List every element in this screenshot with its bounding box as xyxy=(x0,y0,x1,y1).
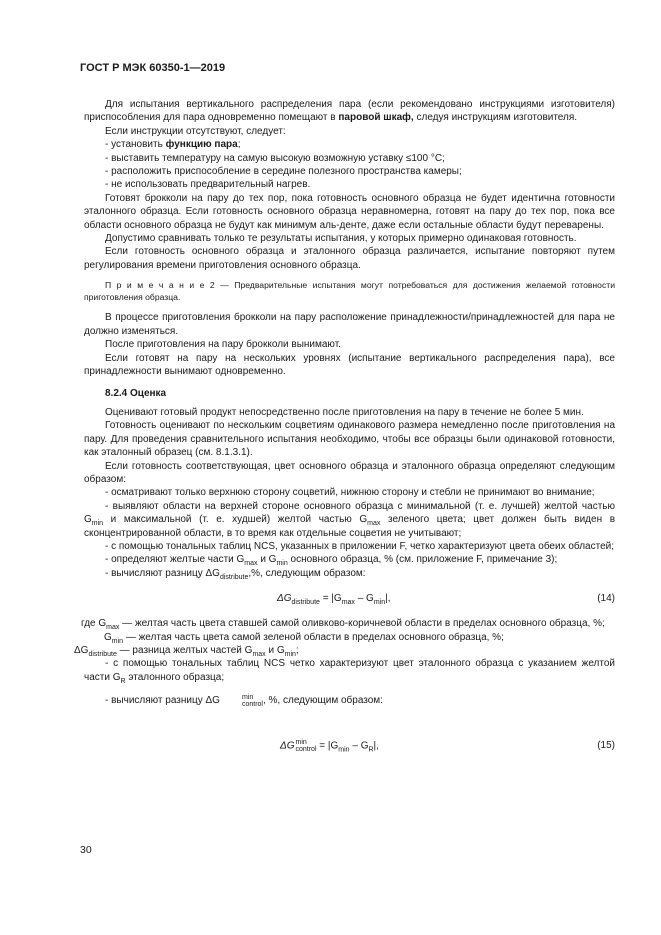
paragraph: Готовность оценивают по нескольким соцветиям одинакового размера немедленно после приготовления на пару. Для проведения сравнительного испытания необходимо, чтобы все образцы были одинаковой готовности, как эталонный образец (см. 8.1.3.1). xyxy=(84,420,615,459)
formula-14-number: (14) xyxy=(597,593,615,605)
paragraph: В процессе приготовления брокколи на пару расположение принадлежности/принадлежностей для пара не должно изменяться. xyxy=(84,312,615,337)
formula-14-expression: $\Delta G_{distribute} = |G_{max} - G_{min}|$, xyxy=(277,593,391,607)
formula-15-expression: ΔG min control = $|G_{min} - G_R|$, xyxy=(280,739,379,754)
list-item: - установить функцию пара; xyxy=(105,139,241,151)
list-item: - выставить температуру на самую высокую возможную уставку ≤100 °C; xyxy=(105,152,445,164)
formula-14 xyxy=(84,592,615,609)
paragraph: Готовят брокколи на пару до тех пор, пока готовность основного образца не будет идентична готовности эталонного образца. Если готовность основного образца неравномерна, готовят на пару до тех пор, пока все области основного образца не будут как минимум аль-денте, даже если остальные области будут переварены. xyxy=(84,192,615,231)
paragraph: Оценивают готовый продукт непосредственно после приготовления на пару в течение не более 5 мин. xyxy=(105,406,584,418)
list-item: - с помощью тональных таблиц NCS четко характеризуют цвет эталонного образца с указанием желтой части $G_R$ эталонного образца; xyxy=(84,658,615,685)
list-item: - определяют желтые части $G_{max}$ и $G_{min}$ основного образца, % (см. приложение F, примечание 3); xyxy=(105,554,558,568)
paragraph: Допустимо сравнивать только те результаты испытания, у которых примерно одинаковая готовность. xyxy=(105,233,577,245)
paragraph: Если готовность соответствующая, цвет основного образца и эталонного образца определяют следующим образом: xyxy=(84,460,615,485)
list-item: - выявляют области на верхней стороне основного образца с минимальной (т. е. лучшей) желтой частью $G_{min}$ и максимальной (т. е. худшей) желтой частью $G_{max}$ зеленого цвета; цвет должен быть виден в сконцентрированной области, в то время как отдельные соцветия не учитывают; xyxy=(84,500,616,539)
section-heading: 8.2.4 Оценка xyxy=(105,387,167,399)
list-item: - вычисляют разницу $\Delta G_{distribute},\%$, следующим образом: xyxy=(105,567,366,581)
paragraph: Если готовность основного образца и эталонного образца различается, испытание повторяют путем регулирования времени приготовления основного образца. xyxy=(84,246,615,271)
paragraph: Если готовят на пару на нескольких уровнях (испытание вертикального распределения пара), все принадлежности вынимают одновременно. xyxy=(84,352,615,378)
where-item: $\Delta G_{distribute}$ — разница желтых частей $G_{max}$ и $G_{min}$; xyxy=(74,645,299,658)
page-header: ГОСТ Р МЭК 60350-1—2019 xyxy=(80,62,226,74)
formula-15-number: (15) xyxy=(597,740,615,752)
paragraph: Если инструкции отсутствуют, следует: xyxy=(105,125,286,137)
list-item: - с помощью тональных таблиц NCS, указанных в приложении F, четко характеризуют цвета обеих областей; xyxy=(105,540,614,552)
list-item: - осматривают только верхнюю сторону соцветий, нижнюю сторону и стебли не принимают во внимание; xyxy=(105,487,595,499)
formula-15 xyxy=(84,739,615,756)
paragraph: После приготовления на пару брокколи вынимают. xyxy=(105,339,341,351)
paragraph: Для испытания вертикального распределения пара (если рекомендовано инструкциями изготовителя) приспособления для пара одновременно помещают в паровой шкаф, следуя инструкциям изготовителя. xyxy=(84,99,615,124)
where-item: где $G_{max}$ — желтая часть цвета ставшей самой оливково-коричневой области в пределах основного образца, %; xyxy=(81,618,605,632)
list-item: - расположить приспособление в середине полезного пространства камеры; xyxy=(105,166,462,178)
document-body xyxy=(74,98,616,756)
page-number: 30 xyxy=(80,844,92,856)
list-item: - не использовать предварительный нагрев. xyxy=(105,179,311,191)
note: П р и м е ч а н и е 2 — Предварительные испытания могут потребоваться для достижения желаемой готовности приготовления образца. xyxy=(84,280,615,302)
list-item: - вычисляют разницу ΔG min control , %, следующим образом: xyxy=(105,693,383,708)
where-item: $G_{min}$ — желтая часть цвета самой зеленой области в пределах основного образца, %; xyxy=(104,631,504,645)
